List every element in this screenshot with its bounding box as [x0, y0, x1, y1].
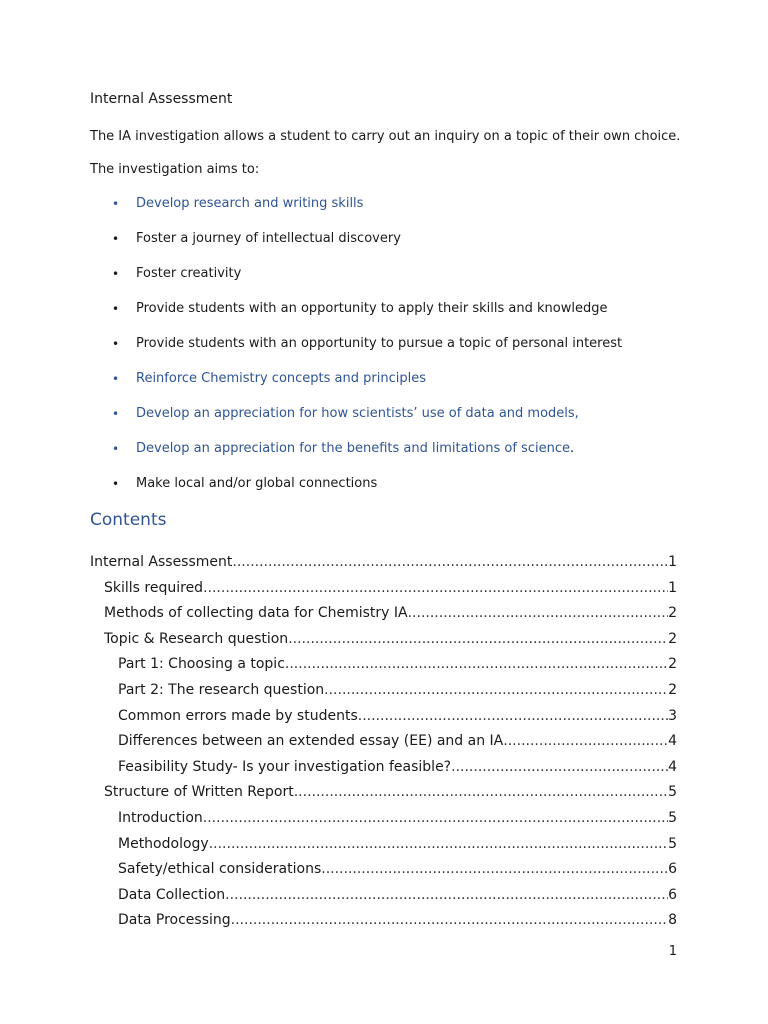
- toc-entry-page: 5: [668, 835, 677, 852]
- toc-entry-page: 2: [668, 656, 677, 673]
- toc-entry-label: Common errors made by students: [118, 707, 358, 724]
- toc-entry-label: Introduction: [118, 809, 203, 826]
- toc-entry[interactable]: [0, 835, 768, 861]
- list-item: [0, 336, 768, 371]
- toc-entry-page: 3: [668, 707, 677, 724]
- toc-entry-page: 5: [668, 784, 677, 801]
- toc-dot-leader: [203, 579, 668, 597]
- page-number: 1: [668, 944, 677, 959]
- aim-text: Make local and/or global connections: [136, 476, 378, 491]
- toc-dot-leader: [294, 783, 668, 801]
- toc-entry-label: Methodology: [118, 835, 209, 852]
- bullet-icon: •: [112, 442, 120, 456]
- aims-lead: The investigation aims to:: [90, 162, 260, 177]
- aim-text: Provide students with an opportunity to pursue a topic of personal interest: [136, 336, 623, 351]
- toc-entry-label: Methods of collecting data for Chemistry IA: [104, 605, 408, 622]
- toc-entry-label: Internal Assessment: [90, 554, 233, 570]
- toc-entry-label: Structure of Written Report: [104, 784, 294, 801]
- list-item: [0, 266, 768, 301]
- toc-dot-leader: [503, 732, 668, 750]
- list-item: [0, 406, 768, 441]
- bullet-icon: •: [112, 267, 120, 281]
- toc-dot-leader: [231, 911, 668, 929]
- toc-dot-leader: [288, 630, 668, 648]
- list-item: [0, 196, 768, 231]
- intro-paragraph: The IA investigation allows a student to carry out an inquiry on a topic of their own choice.: [90, 129, 681, 144]
- toc-entry[interactable]: [0, 630, 768, 656]
- toc-dot-leader: [232, 553, 668, 571]
- toc-dot-leader: [358, 707, 668, 725]
- toc-entry-label: Topic & Research question: [104, 630, 289, 647]
- toc-entry-page: 1: [668, 554, 677, 570]
- list-item: [0, 371, 768, 406]
- list-item: [0, 301, 768, 336]
- bullet-icon: •: [112, 302, 120, 316]
- list-item: • Develop an appreciation for the benefits and limitations of science.: [112, 441, 575, 456]
- contents-heading: Contents: [90, 510, 167, 530]
- bullet-icon: •: [112, 477, 120, 491]
- toc-entry-page: 8: [668, 912, 677, 929]
- toc-entry[interactable]: [0, 783, 768, 809]
- toc-dot-leader: [285, 655, 668, 673]
- toc-entry-label: Differences between an extended essay (EE) and an IA: [118, 733, 504, 750]
- aims-list: [0, 196, 768, 511]
- toc-entry-label: Data Processing: [118, 912, 231, 929]
- toc-entry-label: Part 2: The research question: [118, 681, 325, 698]
- toc-entry[interactable]: [0, 707, 768, 733]
- toc-entry[interactable]: [0, 886, 768, 912]
- toc-entry-label: Skills required: [104, 579, 204, 596]
- toc-dot-leader: [209, 835, 668, 853]
- toc-dot-leader: [408, 604, 668, 622]
- list-item: [0, 231, 768, 266]
- bullet-icon: •: [112, 372, 120, 386]
- aim-text: Reinforce Chemistry concepts and principles: [136, 371, 426, 386]
- toc-entry-label: Data Collection: [118, 886, 226, 903]
- toc-entry[interactable]: [0, 579, 768, 605]
- aim-text: Develop research and writing skills: [136, 196, 364, 211]
- bullet-icon: •: [112, 337, 120, 351]
- aim-text: Foster a journey of intellectual discovery: [136, 231, 401, 246]
- toc-entry-label: Safety/ethical considerations: [118, 861, 322, 878]
- bullet-icon: •: [112, 197, 120, 211]
- toc-entry[interactable]: [0, 860, 768, 886]
- list-item: [0, 476, 768, 511]
- toc-entry-page: 2: [668, 630, 677, 647]
- toc-entry-page: 6: [668, 886, 677, 903]
- toc-entry[interactable]: [0, 758, 768, 784]
- section-heading: Internal Assessment: [90, 91, 233, 107]
- toc-entry[interactable]: [0, 604, 768, 630]
- aim-text: Provide students with an opportunity to apply their skills and knowledge: [136, 301, 608, 316]
- bullet-icon: •: [112, 407, 120, 421]
- toc-dot-leader: [451, 758, 668, 776]
- aim-text: Develop an appreciation for how scientists’ use of data and models,: [136, 406, 579, 421]
- toc-entry[interactable]: [0, 911, 768, 937]
- toc-dot-leader: [324, 681, 668, 699]
- toc-dot-leader: [203, 809, 668, 827]
- toc-entry-page: 4: [668, 733, 677, 750]
- aim-text: Foster creativity: [136, 266, 242, 281]
- toc-entry-page: 1: [668, 579, 677, 596]
- toc-entry-page: 6: [668, 861, 677, 878]
- toc-entry-label: Part 1: Choosing a topic: [118, 656, 285, 673]
- toc-entry[interactable]: [0, 732, 768, 758]
- toc-entry-page: 5: [668, 809, 677, 826]
- toc-entry[interactable]: [0, 553, 768, 579]
- toc-entry-label: Feasibility Study- Is your investigation feasible?: [118, 758, 452, 775]
- aim-text: Develop an appreciation for the benefits and limitations of science: [136, 441, 570, 456]
- toc-dot-leader: [321, 860, 668, 878]
- toc-entry-page: 4: [668, 758, 677, 775]
- toc-entry-page: 2: [668, 681, 677, 698]
- table-of-contents: [0, 553, 768, 937]
- toc-entry[interactable]: [0, 809, 768, 835]
- toc-dot-leader: [225, 886, 668, 904]
- bullet-icon: •: [112, 232, 120, 246]
- toc-entry[interactable]: [0, 655, 768, 681]
- toc-entry[interactable]: [0, 681, 768, 707]
- toc-entry-page: 2: [668, 605, 677, 622]
